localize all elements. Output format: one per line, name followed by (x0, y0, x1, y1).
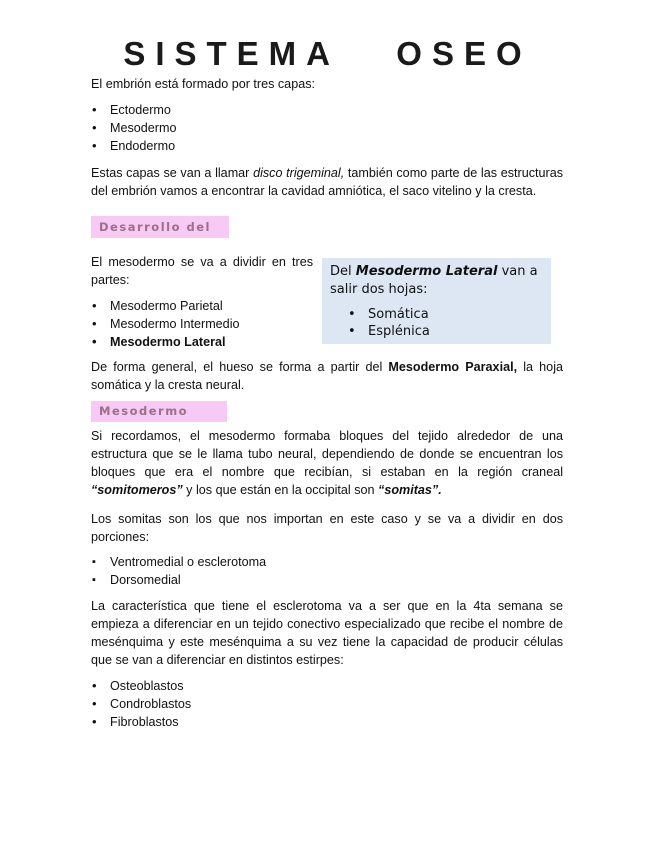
paraxial-term: Mesodermo Paraxial, (388, 360, 518, 374)
page-title: SISTEMA OSEO (123, 35, 532, 72)
recordamos-paragraph: Si recordamos, el mesodermo formaba bloques del tejido alrededor de una estructura que se le llama tubo neural, dependiendo de donde se encuentran los bloques que era el nombre que recibían, si estaban en la región craneal “somitomeros” y los que están en la occipital son “somitas”. (91, 429, 563, 497)
list-item: • Somática (330, 306, 543, 323)
list-item: • Osteoblastos (91, 677, 191, 695)
list-item: ▪ Ventromedial o esclerotoma (91, 553, 266, 571)
hueso-paragraph: De forma general, el hueso se forma a partir del Mesodermo Paraxial, la hoja somática y la cresta neural. (91, 360, 563, 392)
list-item: • Ectodermo (91, 101, 177, 119)
lateral-term: Mesodermo Lateral (355, 264, 498, 279)
esclerotoma-paragraph: La característica que tiene el esclerotoma va a ser que en la 4ta semana se empieza a diferenciar en un tejido conectivo especializado que recibe el nombre de mesénquima y este mesénquima a su vez tiene la capacidad de producir células que se van a diferenciar en distintos estirpes: (91, 599, 563, 667)
somitas-paragraph: Los somitas son los que nos importan en este caso y se va a dividir en dos porciones: (91, 512, 563, 544)
list-item: • Mesodermo Parietal (91, 297, 240, 315)
somitas-term: “somitas”. (378, 483, 442, 497)
lateral-mesoderm-box: Del Mesodermo Lateral van a salir dos hojas: • Somática • Esplénica (322, 258, 551, 344)
hojas-list (330, 306, 543, 340)
mesodermo-intro: El mesodermo se va a dividir en tres partes: (91, 255, 313, 287)
disco-paragraph: Estas capas se van a llamar disco trigeminal, también como parte de las estructuras del embrión vamos a encontrar la cavidad amniótica, el saco vitelino y la cresta. (91, 166, 563, 198)
list-item: • Condroblastos (91, 695, 191, 713)
layers-list (91, 101, 177, 155)
list-item: • Fibroblastos (91, 713, 191, 731)
somitomeros-term: “somitomeros” (91, 483, 183, 497)
list-item: • Endodermo (91, 137, 177, 155)
cells-list (91, 677, 191, 731)
section-heading-mesodermo: Mesodermo (91, 401, 227, 422)
list-item: • Mesodermo Intermedio (91, 315, 240, 333)
intro-paragraph: El embrión está formado por tres capas: (91, 77, 315, 91)
mesodermo-parts-list (91, 297, 240, 351)
section-heading-desarrollo: Desarrollo del (91, 216, 229, 238)
portions-list (91, 553, 266, 589)
list-item: • Esplénica (330, 323, 543, 340)
list-item: • Mesodermo (91, 119, 177, 137)
list-item: • Mesodermo Lateral (91, 333, 240, 351)
list-item: ▪ Dorsomedial (91, 571, 266, 589)
disco-term: disco trigeminal, (253, 166, 345, 180)
